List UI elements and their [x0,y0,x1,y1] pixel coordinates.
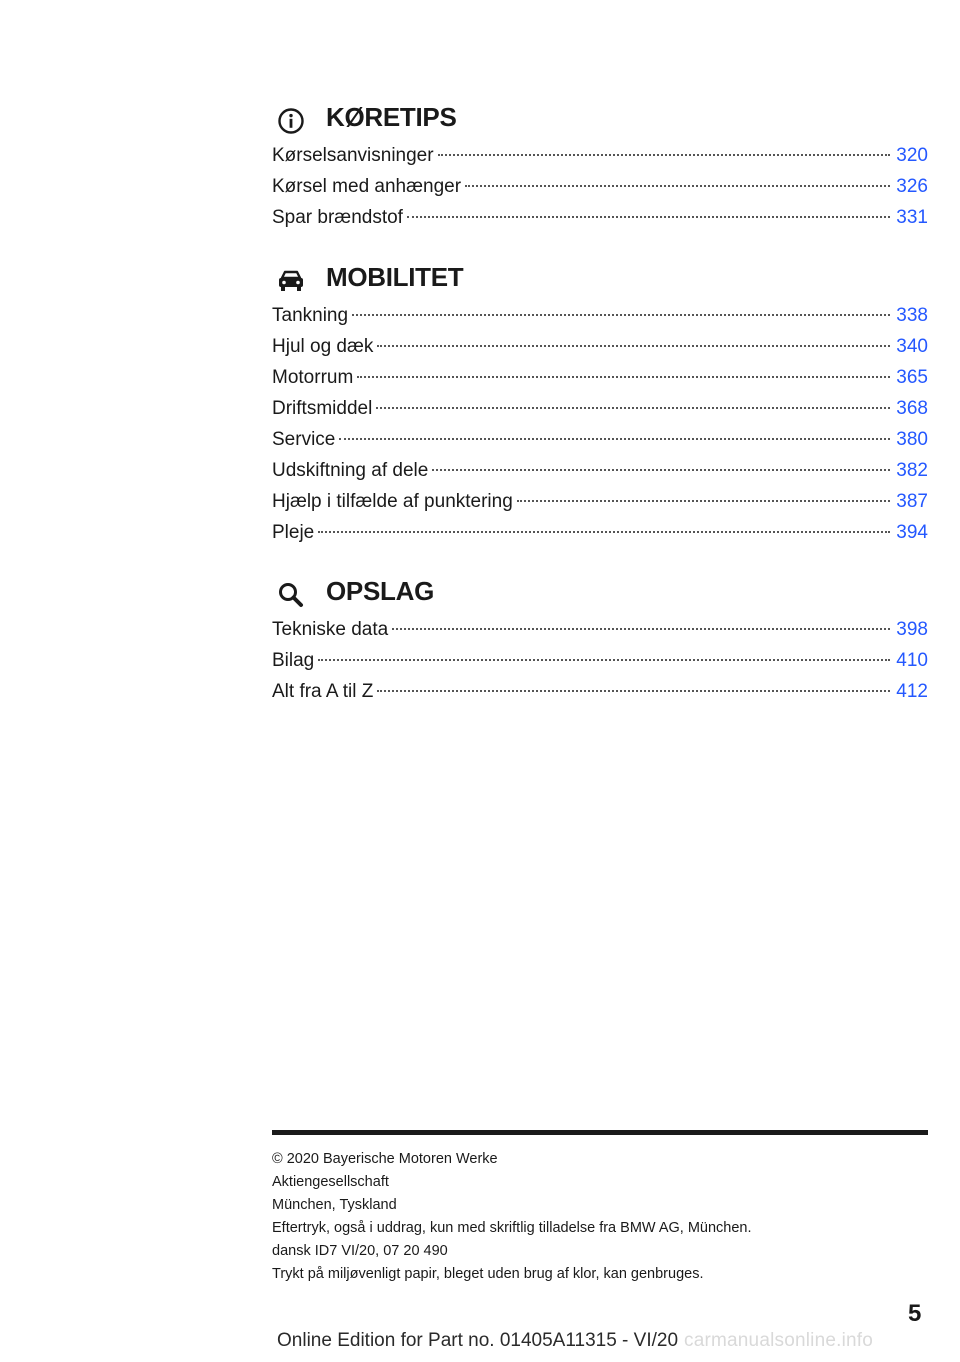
toc-entry[interactable] [272,486,928,517]
toc-entry[interactable] [272,676,928,707]
imprint-line: © 2020 Bayerische Motoren Werke [272,1151,498,1167]
toc-entry-label: Tankning [272,305,349,326]
dot-leader [377,690,890,692]
toc-page-link[interactable]: 394 [896,522,928,543]
dot-leader [377,345,890,347]
search-icon [276,580,306,610]
dot-leader [432,469,890,471]
toc-page-link[interactable]: 387 [896,491,928,512]
dot-leader [357,376,890,378]
toc-entry[interactable] [272,362,928,393]
imprint [272,1148,928,1286]
toc-page-link[interactable]: 320 [896,145,928,166]
toc-page-link[interactable]: 412 [896,681,928,702]
section-opslag [272,572,928,702]
section-mobilitet [272,258,928,543]
section-header [272,98,928,142]
toc-page-link[interactable]: 326 [896,176,928,197]
imprint-line: Trykt på miljøvenligt papir, bleget uden brug af klor, kan genbruges. [272,1266,704,1282]
toc-entry-label: Pleje [272,522,315,543]
toc-page-link[interactable]: 382 [896,460,928,481]
toc-page-link[interactable]: 338 [896,305,928,326]
dot-leader [318,531,890,533]
toc-entry-label: Udskiftning af dele [272,460,429,481]
section-header [272,258,928,302]
toc-entry-label: Service [272,429,336,450]
section-title: OPSLAG [326,576,434,606]
dot-leader [392,628,890,630]
section-title: MOBILITET [326,262,464,292]
toc-entry-label: Motorrum [272,367,354,388]
toc-entry[interactable] [272,517,928,548]
toc-page-link[interactable]: 380 [896,429,928,450]
toc-entry[interactable] [272,171,928,202]
car-icon [276,266,306,296]
footer-edition: Online Edition for Part no. 01405A11315 - VI/20 [277,1330,679,1351]
toc-entry[interactable] [272,202,928,233]
toc-entry[interactable] [272,614,928,645]
toc-entry-label: Spar brændstof [272,207,403,228]
dot-leader [352,314,890,316]
toc-entry[interactable] [272,645,928,676]
dot-leader [438,154,891,156]
toc-entry[interactable] [272,424,928,455]
toc-entry[interactable] [272,300,928,331]
page-number: 5 [908,1300,922,1327]
toc-page-link[interactable]: 331 [896,207,928,228]
toc-entry[interactable] [272,393,928,424]
toc-entry-label: Bilag [272,650,315,671]
dot-leader [517,500,891,502]
imprint-line: München, Tyskland [272,1197,397,1213]
dot-leader [465,185,890,187]
dot-leader [407,216,890,218]
dot-leader [339,438,890,440]
toc-entry[interactable] [272,455,928,486]
dot-leader [376,407,890,409]
toc-entry-label: Kørsel med anhænger [272,176,462,197]
toc-page-link[interactable]: 368 [896,398,928,419]
imprint-line: Aktiengesellschaft [272,1174,389,1190]
toc-entry-label: Kørselsanvisninger [272,145,434,166]
info-icon [276,106,306,136]
imprint-divider [272,1130,928,1135]
toc-entry-label: Hjælp i tilfælde af punktering [272,491,513,512]
section-koeretips [272,98,928,228]
section-title: KØRETIPS [326,102,457,132]
dot-leader [318,659,890,661]
toc-entry[interactable] [272,140,928,171]
toc-entry-label: Alt fra A til Z [272,681,374,702]
toc-page-link[interactable]: 340 [896,336,928,357]
section-header [272,572,928,616]
toc-entry-label: Hjul og dæk [272,336,374,357]
toc-entry[interactable] [272,331,928,362]
watermark: carmanualsonline.info [684,1330,874,1351]
toc-page-link[interactable]: 410 [896,650,928,671]
toc-entry-label: Driftsmiddel [272,398,373,419]
imprint-line: Eftertryk, også i uddrag, kun med skriftlig tilladelse fra BMW AG, München. [272,1220,752,1236]
toc-page-link[interactable]: 365 [896,367,928,388]
toc-page-link[interactable]: 398 [896,619,928,640]
imprint-line: dansk ID7 VI/20, 07 20 490 [272,1243,448,1259]
toc-entry-label: Tekniske data [272,619,389,640]
